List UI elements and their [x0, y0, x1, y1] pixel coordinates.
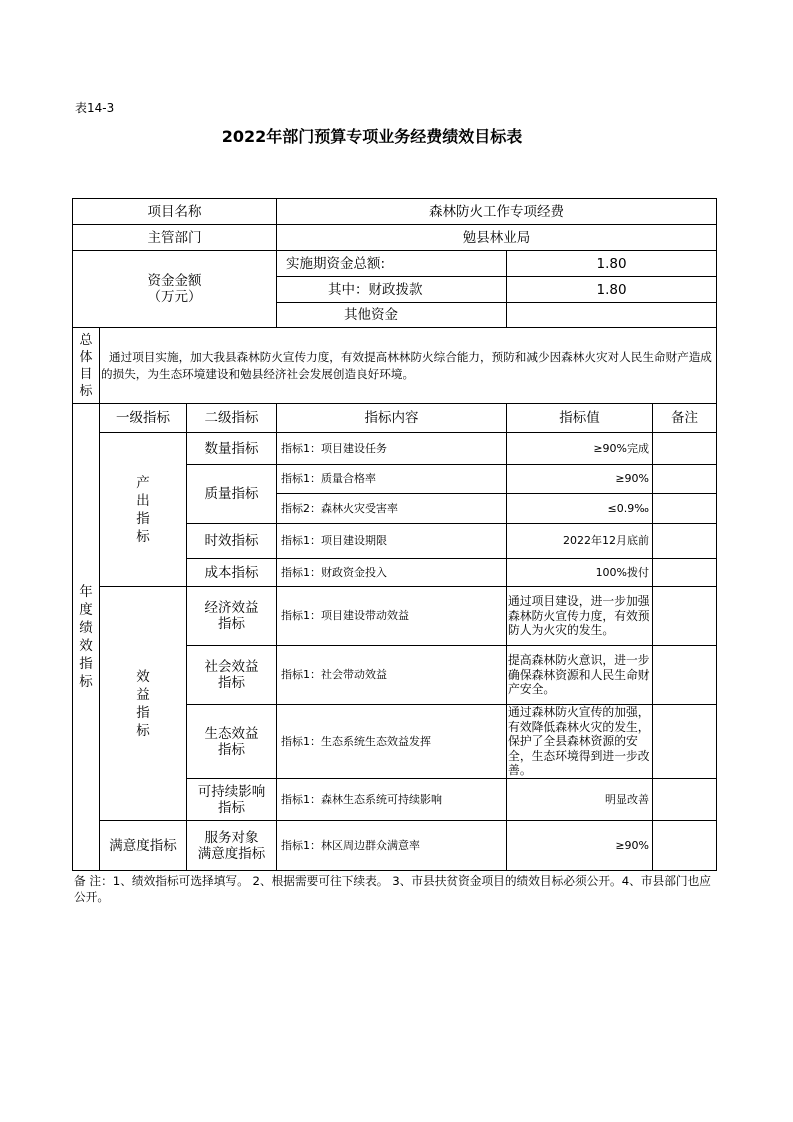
- indicator-note: [653, 821, 717, 871]
- level2-label: 质量指标: [187, 465, 277, 524]
- project-name-label: 项目名称: [73, 199, 277, 225]
- column-header-content: 指标内容: [277, 404, 507, 433]
- indicator-value: 明显改善: [507, 779, 653, 821]
- funds-other-label: 其他资金: [277, 303, 507, 328]
- table-row: [73, 251, 717, 277]
- funds-total-value: 1.80: [507, 251, 717, 277]
- indicator-value: 100%拨付: [507, 559, 653, 587]
- funds-fiscal-value: 1.80: [507, 277, 717, 303]
- indicator-value: 通过项目建设，进一步加强森林防火宣传力度，有效预防人为火灾的发生。: [507, 587, 653, 646]
- indicator-content: 指标1：森林生态系统可持续影响: [277, 779, 507, 821]
- indicator-content: 指标1：项目建设带动效益: [277, 587, 507, 646]
- indicator-note: [653, 646, 717, 705]
- level2-label: 可持续影响 指标: [187, 779, 277, 821]
- annual-indicators-label-cell: [73, 404, 100, 871]
- output-indicators-label: 产出指标: [136, 474, 150, 545]
- table-number: 表14-3: [75, 101, 115, 115]
- level2-label: 成本指标: [187, 559, 277, 587]
- indicator-content: 指标1：社会带动效益: [277, 646, 507, 705]
- benefit-indicators-label: 效益指标: [136, 668, 150, 739]
- overall-goal-label-cell: [73, 328, 100, 404]
- funds-other-value: [507, 303, 717, 328]
- table-row: [73, 587, 717, 646]
- table-row: [73, 199, 717, 225]
- overall-goal-text: 通过项目实施，加大我县森林防火宣传力度，有效提高林林防火综合能力，预防和减少因森林火灾对人民生命财产造成的损失，为生态环境建设和勉县经济社会发展创造良好环境。: [100, 328, 717, 404]
- overall-goal-label: 总体目标: [79, 332, 93, 399]
- table-row: [73, 328, 717, 404]
- column-header-note: 备注: [653, 404, 717, 433]
- benefit-indicators-cell: [100, 587, 187, 821]
- table-row: [73, 433, 717, 465]
- department-value: 勉县林业局: [277, 225, 717, 251]
- indicator-content: 指标1：质量合格率: [277, 465, 507, 494]
- column-header-level2: 二级指标: [187, 404, 277, 433]
- level2-label: 生态效益 指标: [187, 705, 277, 779]
- funds-total-label: 实施期资金总额:: [277, 251, 507, 277]
- level2-label: 经济效益 指标: [187, 587, 277, 646]
- department-label: 主管部门: [73, 225, 277, 251]
- funds-label: 资金金额 （万元）: [73, 251, 277, 328]
- indicator-note: [653, 433, 717, 465]
- column-header-level1: 一级指标: [100, 404, 187, 433]
- indicator-note: [653, 779, 717, 821]
- indicator-note: [653, 705, 717, 779]
- footnote: 备 注：1、绩效指标可选择填写。 2、根据需要可往下续表。 3、市县扶贫资金项目的绩效目标必须公开。4、市县部门也应公开。: [74, 874, 711, 904]
- indicator-value: ≥90%: [507, 821, 653, 871]
- performance-target-table: [72, 198, 717, 871]
- indicator-content: 指标1：林区周边群众满意率: [277, 821, 507, 871]
- indicator-value: 2022年12月底前: [507, 524, 653, 559]
- funds-fiscal-label: 其中：财政拨款: [277, 277, 507, 303]
- table-header-row: [73, 404, 717, 433]
- indicator-value: 通过森林防火宣传的加强，有效降低森林火灾的发生，保护了全县森林资源的安全，生态环境得到进一步改善。: [507, 705, 653, 779]
- level2-label: 服务对象 满意度指标: [187, 821, 277, 871]
- indicator-content: 指标2：森林火灾受害率: [277, 494, 507, 524]
- table-row: [73, 225, 717, 251]
- indicator-value: 提高森林防火意识，进一步确保森林资源和人民生命财产安全。: [507, 646, 653, 705]
- indicator-content: 指标1：项目建设任务: [277, 433, 507, 465]
- indicator-note: [653, 494, 717, 524]
- indicator-content: 指标1：项目建设期限: [277, 524, 507, 559]
- level2-label: 数量指标: [187, 433, 277, 465]
- level2-label: 社会效益 指标: [187, 646, 277, 705]
- table-row: [73, 821, 717, 871]
- level2-label: 时效指标: [187, 524, 277, 559]
- indicator-note: [653, 559, 717, 587]
- indicator-value: ≥90%: [507, 465, 653, 494]
- indicator-note: [653, 465, 717, 494]
- indicator-content: 指标1：生态系统生态效益发挥: [277, 705, 507, 779]
- page-title: 2022年部门预算专项业务经费绩效目标表: [221, 127, 523, 146]
- indicator-value: ≥90%完成: [507, 433, 653, 465]
- indicator-value: ≤0.9‰: [507, 494, 653, 524]
- project-name-value: 森林防火工作专项经费: [277, 199, 717, 225]
- annual-indicators-label: 年度绩效指标: [79, 584, 93, 690]
- indicator-note: [653, 524, 717, 559]
- output-indicators-cell: [100, 433, 187, 587]
- indicator-note: [653, 587, 717, 646]
- satisfaction-indicators-label: 满意度指标: [100, 821, 187, 871]
- indicator-content: 指标1：财政资金投入: [277, 559, 507, 587]
- column-header-value: 指标值: [507, 404, 653, 433]
